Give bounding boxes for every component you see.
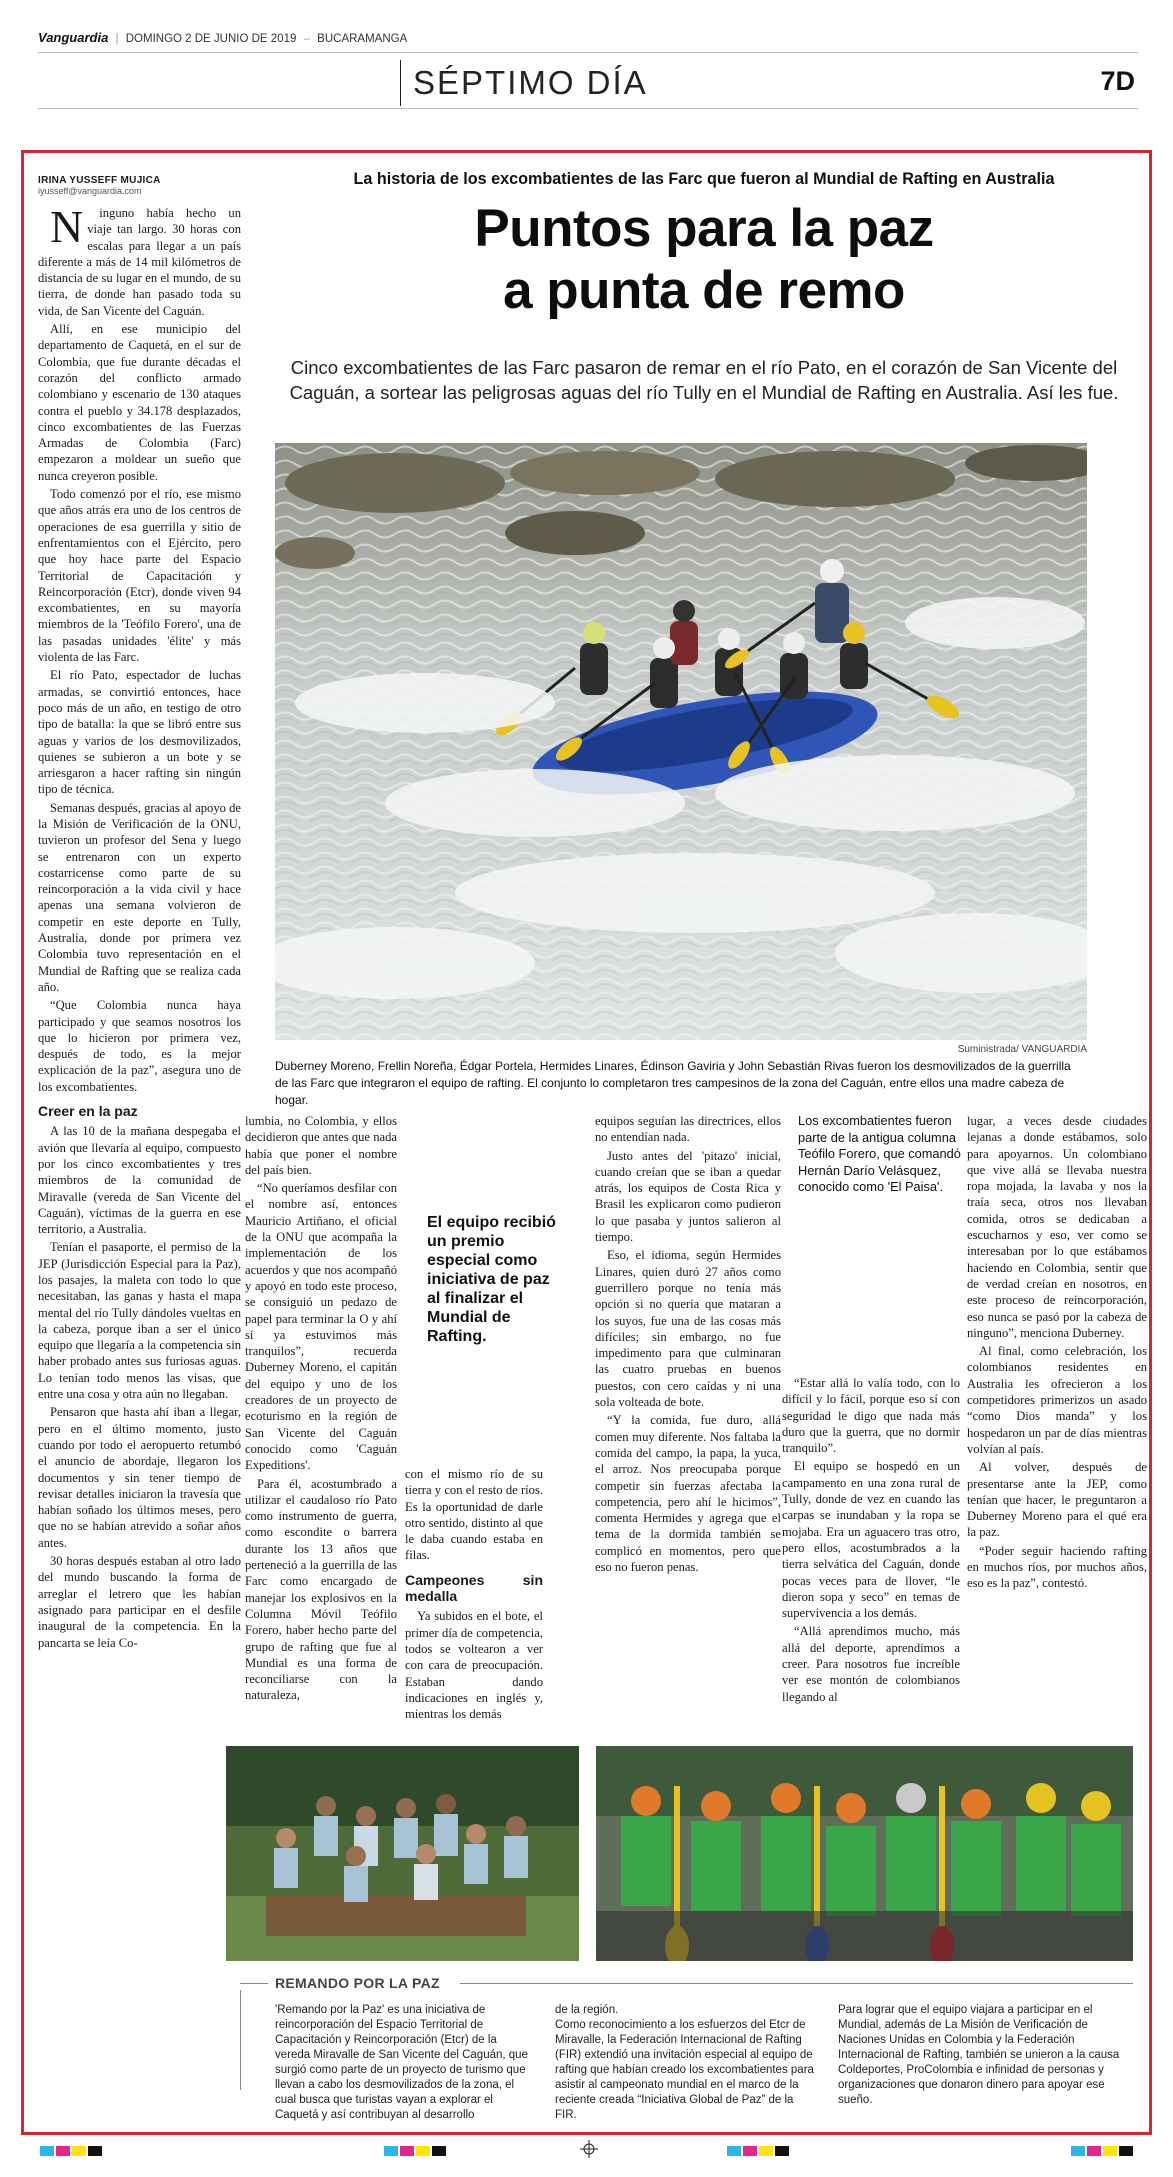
- standfirst: Cinco excombatientes de las Farc pasaron de remar en el río Pato, en el corazón de San Vicente del Caguán, a sortear las peligrosas aguas del río Tully en el Mundial de Rafting en Australia. Así les fue.: [289, 357, 1119, 403]
- masthead: [38, 30, 1138, 50]
- photo-credit: Suministrada/ VANGUARDIA: [957, 1044, 1087, 1055]
- swatch: [759, 2146, 773, 2156]
- author-name: IRINA YUSSEFF MUJICA: [38, 175, 161, 186]
- highlight-box: Los excombatientes fueron parte de la antigua columna Teófilo Forero, que comandó Hernán Darío Velásquez, conocido como 'El Paisa'.: [798, 1113, 961, 1194]
- swatch: [743, 2146, 757, 2156]
- rafting-illustration: [275, 443, 1087, 1040]
- color-bar-left: [40, 2146, 102, 2160]
- sidebar-rule-right: [460, 1983, 1133, 1984]
- swatch: [56, 2146, 70, 2156]
- paragraph: Al volver, después de presentarse ante la JEP, como tenían que hacer, le preguntaron a Duberney Moreno para el qué era la paz.: [967, 1460, 1147, 1540]
- sidebar-rule-left: [240, 1983, 268, 1984]
- color-bar-center-left: [384, 2146, 446, 2160]
- paragraph: Semanas después, gracias al apoyo de la Misión de Verificación de la ONU, tuvieron un profesor del Sena y luego se entrenaron con un experto costarricense como parte de su reincorporación a la vida civil y hace apenas una semana volvieron de competir en este deporte en Tully, Australia, donde por primera vez Colombia tuvo representación en el Mundial de Rafting que se realiza cada año.: [38, 800, 241, 994]
- paragraph: 30 horas después estaban al otro lado del mundo buscando la forma de arreglar el letrero que les habían asignado para participar en el desfile inaugural de la competencia. En la pancarta se leía Co-: [38, 1554, 241, 1650]
- subhead-campeones: Campeones sin medalla: [405, 1571, 543, 1605]
- paragraph: “Y la comida, fue duro, allá comen muy diferente. Nos faltaba la comida del campo, la papa, la yuca, el arroz. Nos preocupaba porque competir sin fuerzas afectaba la competencia, pero ahí le hicimos”, comenta Hermides y agrega que el tema de la dormida también se complicó en momentos, pero que eso no fueron penas.: [595, 1413, 781, 1575]
- section-title: SÉPTIMO DÍA: [400, 60, 648, 106]
- sidebar-column-2: de la región. Como reconocimiento a los esfuerzos del Etcr de Miravalle, la Federación Internacional de Rafting (FIR) extendió una invitación especial al equipo de rafting que habían creado los excombatientes para asistir al campeonato mundial en el marco de la reciente creada “Iniciativa Global de Paz” de la FIR.: [555, 2004, 814, 2121]
- subhead-creer: Creer en la paz: [38, 1103, 138, 1120]
- section-rule: [38, 108, 1138, 109]
- team-group-photo: [226, 1746, 579, 1961]
- paragraph: A las 10 de la mañana despegaba el avión que llevaría al equipo, compuesto por los cinco excombatientes y tres miembros de la comunidad de Miravalle (vereda de San Vicente del Caguán), víctimas de la guerra en ese territorio, a Australia.: [38, 1124, 241, 1237]
- sidebar-title: REMANDO POR LA PAZ: [275, 1975, 440, 1991]
- swatch: [40, 2146, 54, 2156]
- color-bar-center-right: [727, 2146, 789, 2160]
- rafting-photo: [275, 443, 1087, 1040]
- crosshair-icon: [580, 2140, 598, 2158]
- paragraph: lumbia, no Colombia, y ellos decidieron que antes que nada había que poner el nombre del país bien.: [245, 1114, 397, 1177]
- paragraph: Justo antes del 'pitazo' inicial, cuando creían que se iban a quedar atrás, los equipos de Costa Rica y Brasil les explicaron como pudieron lo que pasaba y juntos salieron al tiempo.: [595, 1148, 781, 1245]
- swatch: [416, 2146, 430, 2156]
- swatch: [432, 2146, 446, 2156]
- paragraph: Allí, en ese municipio del departamento de Caquetá, en el sur de Colombia, que fue durante décadas el corazón del conflicto armado colombiano y escenario de 130 ataques contra el pueblo y 34.178 desplazados, cinco excombatientes de las Fuerzas Armadas de Colombia (Farc) empezaron a moldear un sueño que nunca creyeron posible.: [38, 322, 241, 483]
- headline: [275, 198, 1133, 322]
- sidebar-column-3: Para lograr que el equipo viajara a participar en el Mundial, además de La Misión de Verificación de Naciones Unidas en Colombia y la Federación Internacional de Rafting, también se unieron a la causa Coldeportes, ProColombia e infinidad de personas y organizaciones que donaron dinero para apoyar ese sueño.: [838, 2004, 1120, 2106]
- article-column-2: [245, 1113, 397, 1735]
- paragraph: equipos seguían las directrices, ellos no entendían nada.: [595, 1114, 781, 1145]
- swatch: [88, 2146, 102, 2156]
- sidebar-bracket: [240, 1990, 241, 2090]
- paragraph: Al final, como celebración, los colombianos residentes en Australia les ofrecieron a los competidores primerizos un asado “como Dios manda” y los hospedaron un par de días mientras volvían al país.: [967, 1344, 1147, 1456]
- paragraph: lugar, a veces desde ciudades lejanas a donde estábamos, solo para apoyarnos. Un colombiano que vive allá se llevaba nuestra ropa mojada, la lavaba y nos la traía seca, otros nos llevaban comida, otros se dedicaban a escucharnos y eso, ver como se interesaban por lo que estábamos haciendo en Colombia, sentir que de verdad creían en nosotros, en este proceso de reincorporación, eso nunca se pasó por la cabeza de ninguno”, menciona Duberney.: [967, 1114, 1147, 1340]
- paragraph: Todo comenzó por el río, ese mismo que años atrás era uno de los centros de operaciones de esa guerrilla y sitio de enfrentamientos con el Ejército, pero que hoy hace parte del Espacio Territorial de Capacitación y Reincorporación (Etcr), donde viven 94 excombatientes, en su mayoría miembros de la 'Teófilo Forero', una de las pasadas unidades 'élite' y más violenta de las Farc.: [38, 487, 241, 665]
- swatch: [400, 2146, 414, 2156]
- swatch: [775, 2146, 789, 2156]
- paragraph: “Que Colombia nunca haya participado y que seamos nosotros los que lo hicieron por primera vez, después de todo, es la mejor explicación de la paz”, asegura uno de los excombatientes.: [38, 998, 241, 1094]
- article-column-6: [967, 1113, 1147, 1735]
- team-illustration: [226, 1746, 579, 1961]
- swatch: [1071, 2146, 1085, 2156]
- color-bar-right: [1071, 2146, 1133, 2160]
- paragraph: “Allá aprendimos mucho, más allá del deporte, aprendimos a creer. Para nosotros fue increíble ver ese montón de colombianos llegando al: [782, 1624, 960, 1704]
- paragraph: Eso, el idioma, según Hermides Linares, quien duró 27 años como guerrillero porque no tenía más opción si no quería que mataran a los suyos, fue una de las cosas más difíciles; sin embargo, no fue impedimento para que culminaran las cuatro pruebas en buenos puestos, con cero caídas y ni una sola volteada de bote.: [595, 1248, 781, 1410]
- paragraph: con el mismo río de su tierra y con el resto de ríos. Es la oportunidad de darle otro sentido, distinto al que le daba cuando estaba en filas.: [405, 1467, 543, 1563]
- paragraph: “No queríamos desfilar con el nombre así, entonces Mauricio Artiñano, el oficial de la ONU que acompaña la implementación de los acuerdos y que nos acompañó y apoyó en todo este proceso, se consiguió un pedazo de papel para terminar la O y ahí sí ya estuvimos más tranquilos”, recuerda Duberney Moreno, el capitán del equipo y uno de los creadores de un proyecto de ecoturismo en la región de San Vicente del Caguán conocido como 'Caguán Expeditions'.: [245, 1181, 397, 1473]
- swatch: [1087, 2146, 1101, 2156]
- author-email: iyusseff@vanguardia.com: [38, 186, 142, 196]
- headline-line-2: a punta de remo: [503, 261, 905, 320]
- paragraph: El equipo se hospedó en un campamento en una zona rural de Tully, donde de vez en cuando las carpas se inundaban y la ropa se mojaba. Era un aguacero tras otro, pero ellos, acostumbrados a la tierra selvática del Caguán, donde pocas veces para de llover, “le dieron sopa y seco” en temas de supervivencia a los demás.: [782, 1459, 960, 1621]
- swatch: [727, 2146, 741, 2156]
- byline: [38, 175, 238, 196]
- swatch: [384, 2146, 398, 2156]
- paragraph: Para él, acostumbrado a utilizar el caudaloso río Pato como instrumento de guerra, como escondite o barrera durante los 13 años que perteneció a la guerrilla de las Farc como encargado de manejar los explosivos en la Columna Móvil Teófilo Forero, haber hecho parte del grupo de rafting que fue al Mundial es una forma de reconciliarse con la naturaleza,: [245, 1476, 397, 1703]
- paragraph: “Poder seguir haciendo rafting en muchos ríos, por muchos años, eso es la paz”, contestó.: [967, 1543, 1147, 1591]
- kicker: La historia de los excombatientes de las Farc que fueron al Mundial de Rafting en Australia: [353, 170, 1055, 188]
- article-column-1: [38, 205, 241, 2125]
- squad-paddles-photo: [596, 1746, 1133, 1961]
- squad-illustration: [596, 1746, 1133, 1961]
- headline-line-1: Puntos para la paz: [474, 199, 934, 258]
- swatch: [1119, 2146, 1133, 2156]
- paragraph: “Estar allá lo valía todo, con lo difícil y lo fácil, porque eso sí con seguridad le digo que nada más duro que la guerra, que no dormir tranquilo”.: [782, 1376, 960, 1456]
- paragraph: Ninguno había hecho un viaje tan largo. 30 horas con escalas para llegar a un país diferente a más de 14 mil kilómetros de distancia de su lugar en el mundo, de su tierra, de donde han pasado toda su vida, de San Vicente del Caguán.: [38, 205, 241, 318]
- masthead-rule: [38, 52, 1138, 53]
- swatch: [1103, 2146, 1117, 2156]
- pull-quote: El equipo recibió un premio especial como iniciativa de paz al finalizar el Mundial de Rafting.: [427, 1214, 556, 1345]
- newspaper-brand: Vanguardia: [38, 30, 109, 45]
- article-column-5: [782, 1375, 960, 1735]
- page-number: 7D: [1100, 66, 1135, 96]
- paragraph: Pensaron que hasta ahí iban a llegar, pero en el último momento, justo cuando por todo el aeropuerto retumbó el anuncio de abordaje, llegaron los documentos y sin tener tiempo de revisar detalles iniciaron la travesía que habían soñado los últimos meses, pero que no se habían atrevido a soñar años antes.: [38, 1405, 241, 1550]
- issue-city: BUCARAMANGA: [317, 33, 408, 45]
- swatch: [72, 2146, 86, 2156]
- masthead-separator: |: [115, 33, 119, 45]
- article-column-3: [405, 1466, 543, 1736]
- paragraph: El río Pato, espectador de luchas armadas, se convirtió entonces, hace poco más de un año, en testigo de otro tipo de batalla: la que se libró entre sus aguas y varios de los desmovilizados, quienes se subieron a un bote y se arriesgaron a hacer rafting sin ningún tipo de técnica.: [38, 668, 241, 797]
- issue-date: DOMINGO 2 DE JUNIO DE 2019: [125, 33, 297, 45]
- article-column-4: [595, 1113, 781, 1735]
- paragraph: Ya subidos en el bote, el primer día de competencia, todos se voltearon a ver con cara de preocupación. Estaban dando indicaciones en inglés y, mientras los demás: [405, 1609, 543, 1722]
- masthead-separator: –: [303, 33, 310, 45]
- paragraph: Tenían el pasaporte, el permiso de la JEP (Jurisdicción Especial para la Paz), los pasajes, la maleta con todo lo que necesitaban, las ganas y hasta el mapa mental del río Tully dándoles vueltas en la cabeza, porque iban a ser el único equipo que llegaría a la competencia sin haber probado antes sus furiosas aguas. Lo tenían todo menos las visas, que entre una cosa y otra aún no llegaban.: [38, 1240, 241, 1402]
- photo-caption: Duberney Moreno, Frellin Noreña, Édgar Portela, Hermides Linares, Édinson Gaviria y John Sebastián Rivas fueron los desmovilizados de la guerrilla de las Farc que integraron el equipo de rafting. El conjunto lo completaron tres campesinos de la zona del Caguán, entre ellos una madre cabeza de hogar.: [275, 1059, 1071, 1107]
- sidebar-column-1: 'Remando por la Paz' es una iniciativa de reincorporación del Espacio Territorial de Capacitación y Reincorporación (Etcr) de la vereda Miravalle de San Vicente del Caguán, que surgió como parte de un proyecto de turismo que llevan a cabo los desmovilizados de la zona, el cual busca que turistas vayan a explorar el Caquetá y así contribuyan al desarrollo: [275, 2004, 528, 2121]
